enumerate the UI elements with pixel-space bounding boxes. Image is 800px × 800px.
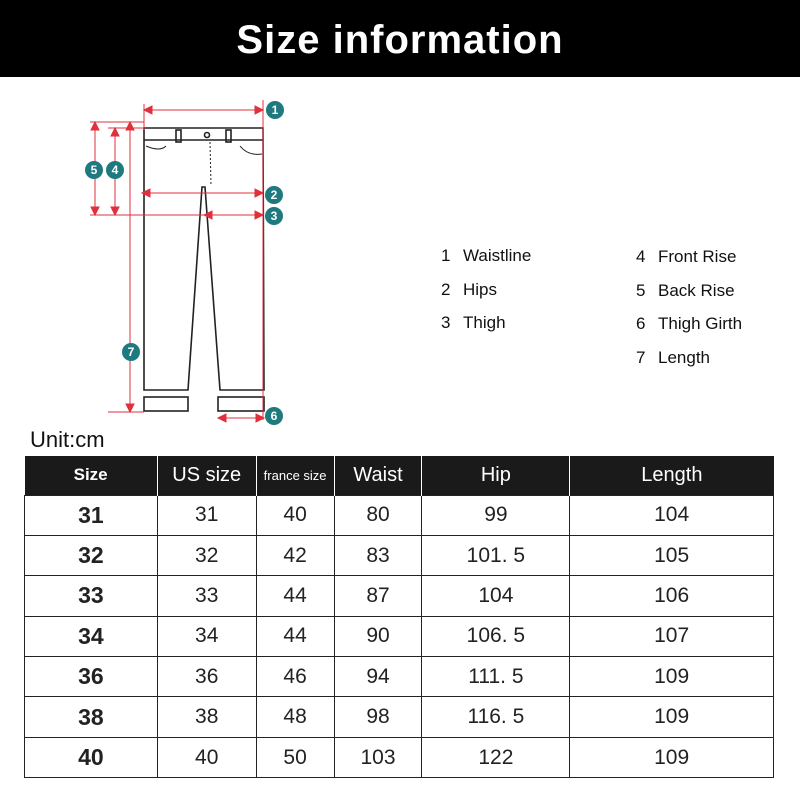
column-header: france size [256, 456, 334, 495]
marker-1: 1 [271, 103, 279, 117]
table-cell: 104 [570, 495, 774, 535]
table-cell: 44 [256, 616, 334, 656]
table-cell: 109 [570, 657, 774, 697]
table-cell: 109 [570, 697, 774, 737]
page-title: Size information [0, 0, 800, 77]
marker-2: 2 [270, 188, 278, 202]
table-cell: 46 [256, 657, 334, 697]
table-cell: 32 [157, 535, 256, 575]
table-cell: 98 [334, 697, 422, 737]
table-cell: 50 [256, 737, 334, 777]
table-cell: 99 [422, 495, 570, 535]
table-cell: 31 [157, 495, 256, 535]
table-cell: 42 [256, 535, 334, 575]
table-cell: 44 [256, 576, 334, 616]
table-row [25, 495, 774, 535]
table-cell: 107 [570, 616, 774, 656]
table-cell: 48 [256, 697, 334, 737]
table-cell: 116. 5 [422, 697, 570, 737]
legend-item: 2 Hips [441, 279, 498, 299]
table-cell: 38 [157, 697, 256, 737]
table-cell: 36 [25, 657, 158, 697]
table-cell: 31 [25, 495, 158, 535]
table-cell: 94 [334, 657, 422, 697]
column-header: Length [570, 456, 774, 495]
table-cell: 105 [570, 535, 774, 575]
table-cell: 106 [570, 576, 774, 616]
column-header: US size [157, 456, 256, 495]
table-cell: 101. 5 [422, 535, 570, 575]
table-cell: 33 [157, 576, 256, 616]
table-cell: 103 [334, 737, 422, 777]
table-cell: 40 [157, 737, 256, 777]
size-table [24, 456, 774, 778]
table-row [25, 737, 774, 777]
table-cell: 83 [334, 535, 422, 575]
table-cell: 80 [334, 495, 422, 535]
column-header: Size [25, 456, 158, 495]
table-row [25, 616, 774, 656]
legend-item: 7 Length [636, 347, 710, 367]
marker-4: 4 [111, 163, 119, 177]
table-row [25, 657, 774, 697]
column-header: Waist [334, 456, 422, 495]
table-cell: 33 [25, 576, 158, 616]
marker-3: 3 [270, 209, 278, 223]
table-cell: 38 [25, 697, 158, 737]
table-cell: 104 [422, 576, 570, 616]
pants-diagram [80, 90, 290, 430]
table-row [25, 697, 774, 737]
table-cell: 40 [25, 737, 158, 777]
table-cell: 109 [570, 737, 774, 777]
table-cell: 32 [25, 535, 158, 575]
table-cell: 34 [157, 616, 256, 656]
table-row [25, 535, 774, 575]
marker-5: 5 [90, 163, 98, 177]
legend-item: 4 Front Rise [636, 247, 737, 266]
table-cell: 122 [422, 737, 570, 777]
legend-item: 5 Back Rise [636, 280, 735, 300]
table-cell: 111. 5 [422, 657, 570, 697]
table-cell: 36 [157, 657, 256, 697]
legend-right [636, 247, 742, 381]
table-row [25, 576, 774, 616]
legend-item: 1 Waistline [441, 246, 532, 265]
marker-6: 6 [270, 409, 278, 423]
marker-7: 7 [127, 345, 135, 359]
legend-item: 6 Thigh Girth [636, 314, 743, 333]
legend-left [441, 246, 531, 347]
legend-item: 3 Thigh [441, 313, 506, 332]
table-cell: 90 [334, 616, 422, 656]
table-cell: 87 [334, 576, 422, 616]
table-cell: 34 [25, 616, 158, 656]
table-cell: 40 [256, 495, 334, 535]
table-cell: 106. 5 [422, 616, 570, 656]
unit-label: Unit:cm [30, 427, 105, 452]
column-header: Hip [422, 456, 570, 495]
